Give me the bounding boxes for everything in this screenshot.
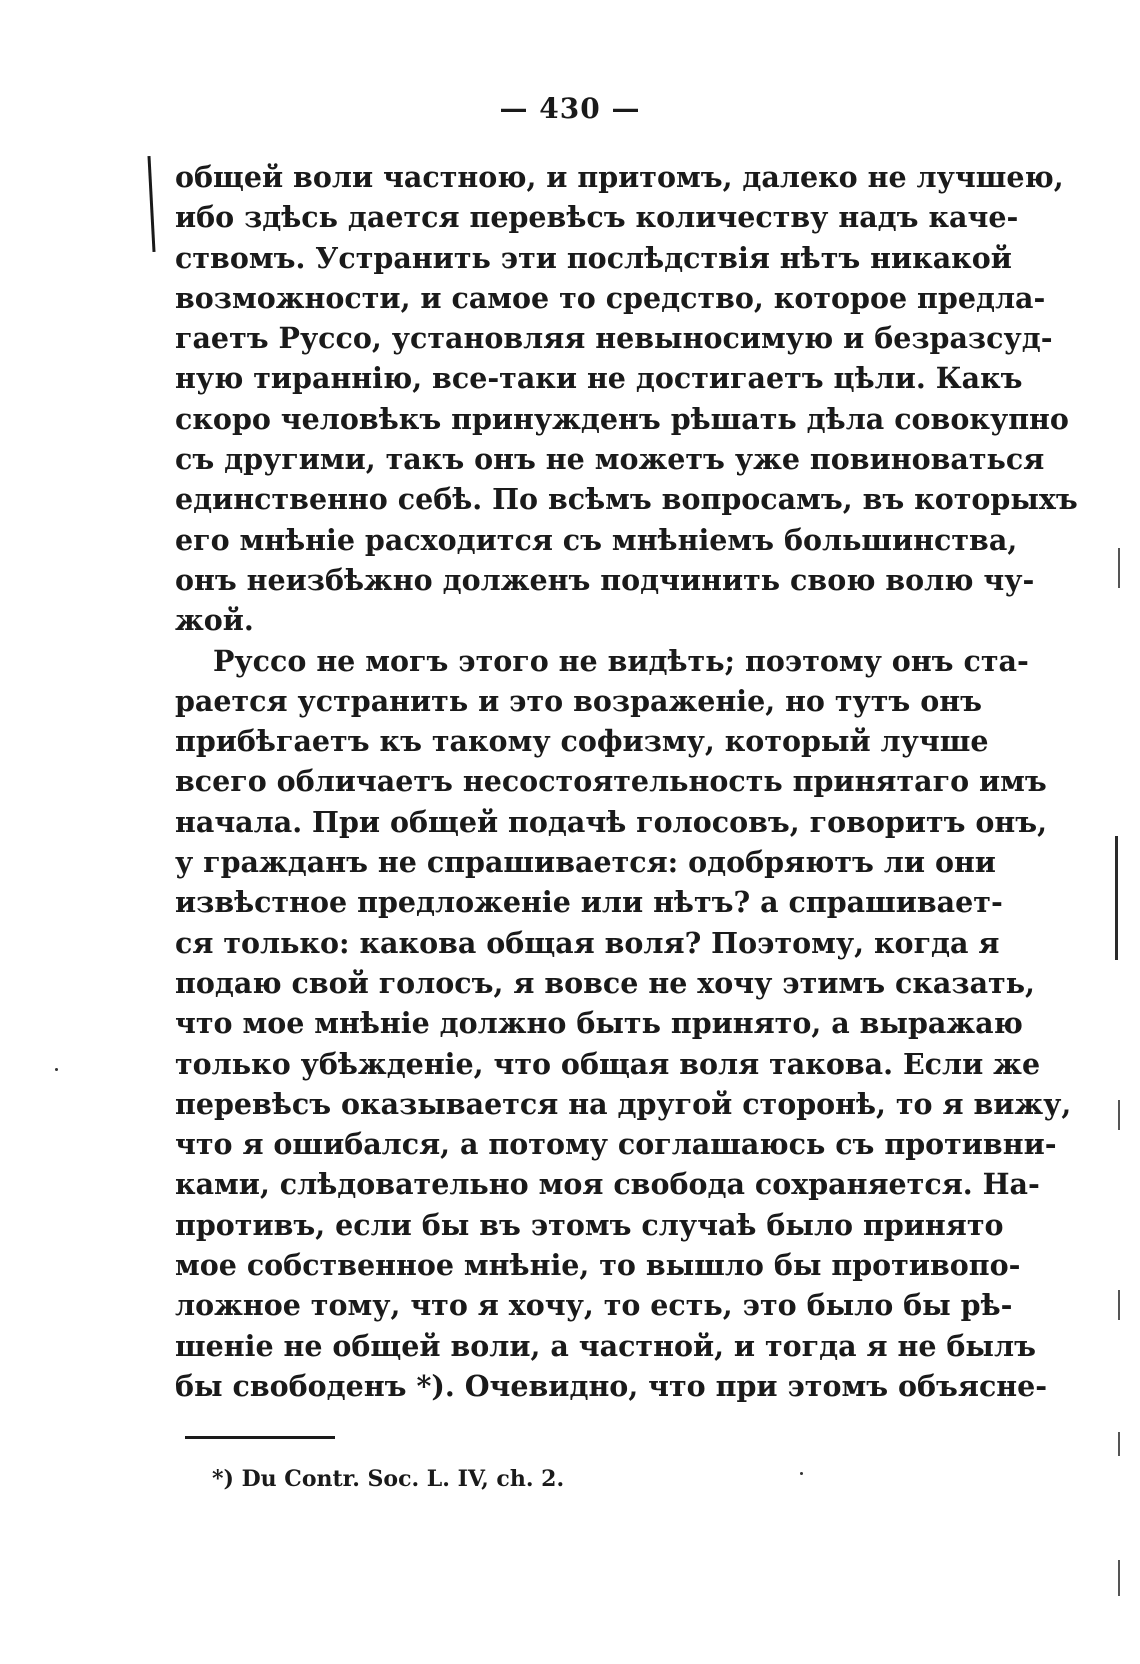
text-line: ную тираннію, все-таки не достигаетъ цѣли. Какъ bbox=[175, 361, 1023, 396]
text-line: прибѣгаетъ къ такому софизму, который лучше bbox=[175, 724, 989, 759]
text-line: Руссо не могъ этого не видѣть; поэтому онъ ста- bbox=[213, 643, 1029, 678]
text-line: ибо здѣсь дается перевѣсъ количеству надъ каче- bbox=[175, 200, 1019, 235]
text-line: гаетъ Руссо, установляя невыносимую и безразсуд- bbox=[175, 321, 1053, 356]
text-line: ложное тому, что я хочу, то есть, это было бы рѣ- bbox=[175, 1288, 1013, 1323]
text-line: у гражданъ не спрашивается: одобряютъ ли они bbox=[175, 845, 996, 880]
margin-mark-right bbox=[1115, 836, 1118, 960]
text-line: единственно себѣ. По всѣмъ вопросамъ, въ которыхъ bbox=[175, 482, 1078, 517]
text-line: бы свободенъ *). Очевидно, что при этомъ объясне- bbox=[175, 1368, 1048, 1403]
text-line: онъ неизбѣжно долженъ подчинить свою волю чу- bbox=[175, 562, 1035, 597]
text-line: что я ошибался, а потому соглашаюсь съ противни- bbox=[175, 1127, 1057, 1162]
edge-dash bbox=[1118, 1560, 1120, 1596]
text-line: подаю свой голосъ, я вовсе не хочу этимъ сказать, bbox=[175, 965, 1035, 1000]
text-line: начала. При общей подачѣ голосовъ, говоритъ онъ, bbox=[175, 804, 1048, 839]
text-line: общей воли частною, и притомъ, далеко не лучшею, bbox=[175, 160, 1064, 194]
body-text bbox=[175, 157, 1078, 1406]
footnote: *) Du Contr. Soc. L. IV, ch. 2. bbox=[212, 1466, 565, 1492]
text-line: только убѣжденіе, что общая воля такова. Если же bbox=[175, 1046, 1041, 1081]
text-line: съ другими, такъ онъ не можетъ уже повиноваться bbox=[175, 442, 1045, 477]
page-number: — 430 — bbox=[499, 92, 641, 125]
text-line: извѣстное предложеніе или нѣтъ? а спрашивает- bbox=[175, 885, 1003, 920]
text-line: мое собственное мнѣніе, то вышло бы противопо- bbox=[175, 1248, 1021, 1283]
edge-dash bbox=[1118, 1290, 1120, 1320]
text-line: перевѣсъ оказывается на другой сторонѣ, то я вижу, bbox=[175, 1086, 1072, 1121]
footnote-rule bbox=[185, 1436, 335, 1439]
margin-mark-left bbox=[147, 156, 155, 252]
text-line: ками, слѣдовательно моя свобода сохраняется. На- bbox=[175, 1167, 1040, 1202]
text-line: ствомъ. Устранить эти послѣдствія нѣтъ никакой bbox=[175, 240, 1012, 275]
edge-dash bbox=[1118, 548, 1120, 588]
text-line: ся только: какова общая воля? Поэтому, когда я bbox=[175, 925, 1000, 960]
text-line: скоро человѣкъ принужденъ рѣшать дѣла совокупно bbox=[175, 401, 1069, 436]
text-line: жой. bbox=[175, 603, 254, 638]
scan-speck bbox=[55, 1068, 58, 1071]
text-line: всего обличаетъ несостоятельность принятаго имъ bbox=[175, 764, 1047, 799]
text-line: что мое мнѣніе должно быть принято, а выражаю bbox=[175, 1006, 1023, 1041]
text-line: его мнѣніе расходится съ мнѣніемъ большинства, bbox=[175, 522, 1018, 557]
text-line: рается устранить и это возраженіе, но тутъ онъ bbox=[175, 683, 982, 718]
scan-speck bbox=[800, 1472, 803, 1475]
edge-dash bbox=[1118, 1100, 1120, 1130]
text-line: шеніе не общей воли, а частной, и тогда я не былъ bbox=[175, 1328, 1036, 1363]
edge-dash bbox=[1118, 1432, 1120, 1456]
text-line: противъ, если бы въ этомъ случаѣ было принято bbox=[175, 1207, 1004, 1242]
text-line: возможности, и самое то средство, которое предла- bbox=[175, 280, 1046, 315]
